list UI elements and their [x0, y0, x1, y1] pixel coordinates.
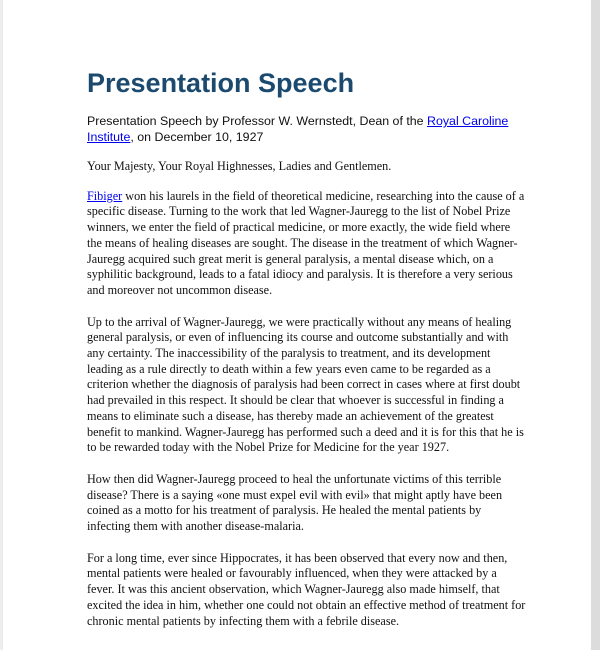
- speech-subtitle: [87, 113, 527, 145]
- paragraph-2-line: to be rewarded today with the Nobel Prize for Medicine for the year 1927.: [87, 440, 450, 455]
- paragraph-2: [87, 315, 527, 456]
- paragraph-3: [87, 472, 527, 535]
- page-title: Presentation Speech: [87, 68, 355, 98]
- paragraph-1-line: won his laurels in the field of theoretical medicine, researching into the cause of a: [122, 188, 525, 203]
- paragraph-4-line: chronic mental patients by infecting them with a febrile disease.: [87, 613, 400, 628]
- paragraph-2-line: had prevailed in this respect. It should be clear that whoever is successful in finding a: [87, 393, 504, 408]
- paragraph-1-line: specific disease. Turning to the work that led Wagner-Jauregg to the list of Nobel Prize: [87, 204, 511, 219]
- royal-caroline-link-part2[interactable]: Institute: [87, 130, 131, 144]
- paragraph-1-line: and moreover not uncommon disease.: [87, 282, 273, 297]
- paragraph-1-line: Jauregg acquired such great merit is general paralysis, a mental disease which, on a: [87, 251, 494, 266]
- paragraph-1-line: syphilitic background, leads to a fatal idiocy and paralysis. It is therefore a very serious: [87, 267, 513, 282]
- paragraph-2-line: any certainty. The inaccessibility of the paralysis to treatment, and its development: [87, 346, 491, 361]
- paragraph-2-line: leading as a rule directly to death within a few years even came to be regarded as a: [87, 361, 491, 376]
- paragraph-4-line: excited the idea in him, whether one could not obtain an effective method of treatment for: [87, 597, 526, 612]
- paragraph-1: [87, 189, 527, 299]
- paragraph-1-line: winners, we enter the field of practical medicine, or more exactly, the wide field where: [87, 220, 511, 235]
- paragraph-4-line: mental patients were healed or favourably influenced, when they were attacked by a: [87, 566, 497, 581]
- document-content: [87, 66, 527, 629]
- document-page: [3, 0, 591, 650]
- viewer-margin: [591, 0, 600, 650]
- royal-caroline-link-part1[interactable]: Royal Caroline: [427, 114, 509, 128]
- paragraph-4: [87, 551, 527, 630]
- subtitle-prefix: Presentation Speech by Professor W. Wernstedt, Dean of the: [87, 114, 428, 128]
- paragraph-3-line: disease? There is a saying «one must expel evil with evil» that might aptly have been: [87, 487, 503, 502]
- paragraph-3-line: infecting them with another disease-malaria.: [87, 519, 304, 534]
- paragraph-2-line: criterion whether the diagnosis of paralysis had been correct in cases where at first doubt: [87, 377, 521, 392]
- paragraph-2-line: benefit to mankind. Wagner-Jauregg has performed such a deed and it is for this that he is: [87, 424, 524, 439]
- paragraph-1-line: the means of healing diseases are sought. The disease in the treatment of which Wagner-: [87, 235, 518, 250]
- paragraph-4-line: For a long time, ever since Hippocrates, it has been observed that every now and then,: [87, 550, 508, 565]
- paragraph-3-line: coined as a motto for his treatment of paralysis. He healed the mental patients by: [87, 503, 482, 518]
- paragraph-3-line: How then did Wagner-Jauregg proceed to heal the unfortunate victims of this terrible: [87, 471, 502, 486]
- subtitle-suffix: , on December 10, 1927: [130, 130, 264, 144]
- paragraph-4-line: fever. It was this ancient observation, which Wagner-Jauregg also made himself, that: [87, 582, 500, 597]
- paragraph-2-line: Up to the arrival of Wagner-Jauregg, we were practically without any means of healing: [87, 314, 512, 329]
- paragraph-2-line: general paralysis, or even of influencing its course and outcome substantially and with: [87, 330, 509, 345]
- fibiger-link[interactable]: Fibiger: [87, 188, 123, 203]
- greeting: Your Majesty, Your Royal Highnesses, Ladies and Gentlemen.: [87, 159, 392, 173]
- paragraph-2-line: means to eliminate such a disease, has thereby made an achievement of the greatest: [87, 408, 494, 423]
